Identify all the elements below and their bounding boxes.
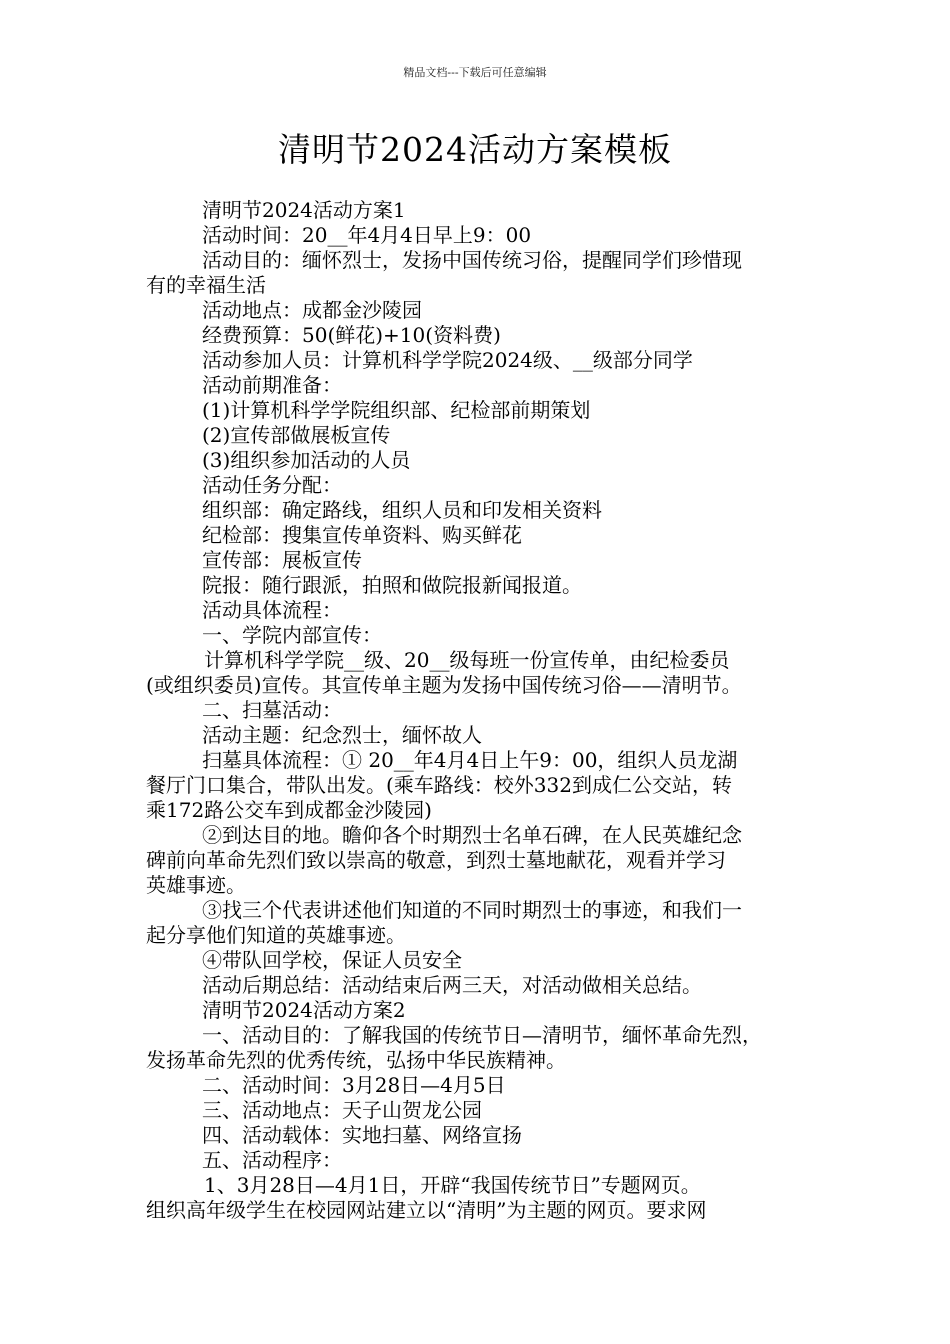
text-line: 乘172路公交车到成都金沙陵园) xyxy=(146,798,432,822)
text-line: 活动任务分配： xyxy=(202,473,342,497)
text-line: ②到达目的地。瞻仰各个时期烈士名单石碑，在人民英雄纪念 xyxy=(202,823,742,847)
document-title: 清明节2024活动方案模板 xyxy=(278,130,672,169)
text-line: 活动时间：20__年4月4日早上9：00 xyxy=(202,223,532,247)
text-line: 经费预算：50(鲜花)+10(资料费) xyxy=(202,323,501,347)
text-line: (3)组织参加活动的人员 xyxy=(202,448,411,472)
document-body xyxy=(146,198,811,1223)
text-line: 一、学院内部宣传： xyxy=(202,623,382,647)
text-line: 五、活动程序： xyxy=(202,1148,342,1172)
text-line: 活动主题：纪念烈士，缅怀故人 xyxy=(202,723,482,747)
text-line: 宣传部：展板宣传 xyxy=(202,548,362,572)
text-line: 院报：随行跟派，拍照和做院报新闻报道。 xyxy=(202,573,582,597)
text-line: 组织部：确定路线，组织人员和印发相关资料 xyxy=(202,498,602,522)
text-line: (2)宣传部做展板宣传 xyxy=(202,423,391,447)
text-line: 活动参加人员：计算机科学学院2024级、__级部分同学 xyxy=(202,348,693,372)
text-line: ③找三个代表讲述他们知道的不同时期烈士的事迹，和我们一 xyxy=(202,898,742,922)
text-line: 碑前向革命先烈们致以崇高的敬意，到烈士墓地献花，观看并学习 xyxy=(146,848,726,872)
text-line: 三、活动地点：天子山贺龙公园 xyxy=(202,1098,482,1122)
text-line: 二、活动时间：3月28日—4月5日 xyxy=(202,1073,506,1097)
text-line: 四、活动载体：实地扫墓、网络宣扬 xyxy=(202,1123,522,1147)
text-line: 清明节2024活动方案2 xyxy=(202,998,406,1022)
text-line: 纪检部：搜集宣传单资料、购买鲜花 xyxy=(202,523,522,547)
text-line: 活动目的：缅怀烈士，发扬中国传统习俗，提醒同学们珍惜现 xyxy=(202,248,742,272)
text-line: 起分享他们知道的英雄事迹。 xyxy=(146,923,406,947)
text-line: 有的幸福生活 xyxy=(146,273,266,297)
text-line: 活动地点：成都金沙陵园 xyxy=(202,298,422,322)
text-line: ④带队回学校，保证人员安全 xyxy=(202,948,462,972)
text-line: 组织高年级学生在校园网站建立以“清明”为主题的网页。要求网 xyxy=(146,1198,707,1222)
text-line: 英雄事迹。 xyxy=(146,873,246,897)
text-line: 活动具体流程： xyxy=(202,598,342,622)
text-line: 清明节2024活动方案1 xyxy=(202,198,406,222)
text-line: 发扬革命先烈的优秀传统，弘扬中华民族精神。 xyxy=(146,1048,566,1072)
text-line: 计算机科学学院__级、20__级每班一份宣传单，由纪检委员 xyxy=(204,648,730,672)
text-line: 二、扫墓活动： xyxy=(202,698,342,722)
text-line: (或组织委员)宣传。其宣传单主题为发扬中国传统习俗——清明节。 xyxy=(146,673,742,697)
text-line: 餐厅门口集合，带队出发。(乘车路线：校外332到成仁公交站，转 xyxy=(146,773,732,797)
text-line: 活动后期总结：活动结束后两三天，对活动做相关总结。 xyxy=(202,973,702,997)
text-line: 扫墓具体流程：① 20__年4月4日上午9：00，组织人员龙湖 xyxy=(202,748,738,772)
page-header: 精品文档---下载后可任意编辑 xyxy=(403,66,547,79)
text-line: 1、3月28日—4月1日，开辟“我国传统节日”专题网页。 xyxy=(204,1173,701,1197)
text-line: 一、活动目的：了解我国的传统节日—清明节，缅怀革命先烈， xyxy=(202,1023,762,1047)
text-line: (1)计算机科学学院组织部、纪检部前期策划 xyxy=(202,398,591,422)
text-line: 活动前期准备： xyxy=(202,373,342,397)
